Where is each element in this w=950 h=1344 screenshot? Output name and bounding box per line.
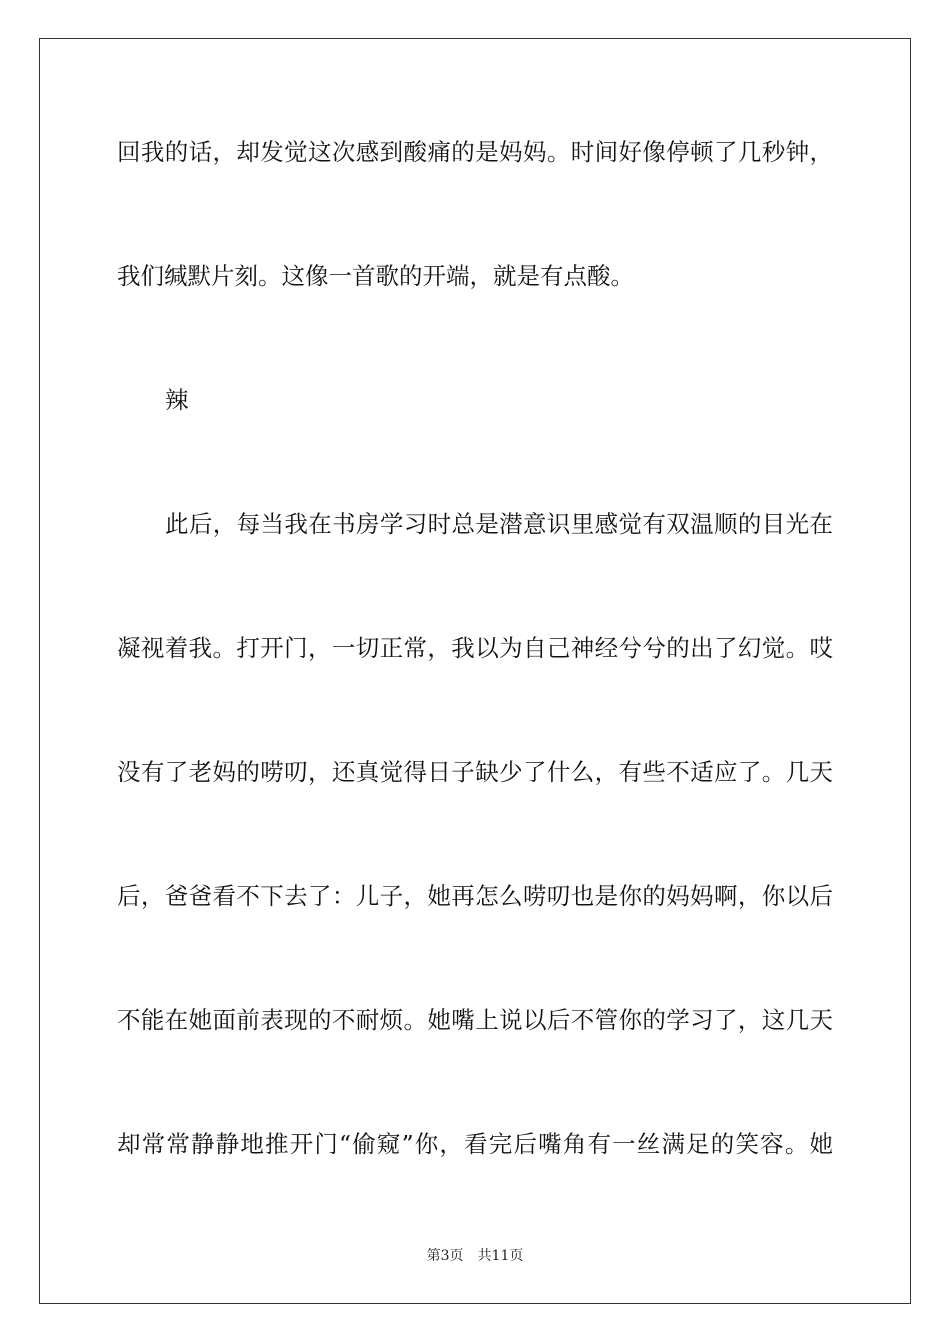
- section-heading: 辣: [165, 386, 189, 414]
- text-line-2: 我们缄默片刻。这像一首歌的开端，就是有点酸。: [117, 262, 634, 290]
- text-line-7: 后，爸爸看不下去了：儿子，她再怎么唠叨也是你的妈妈啊，你以后: [117, 882, 833, 910]
- text-line-1: 回我的话，却发觉这次感到酸痛的是妈妈。时间好像停顿了几秒钟，: [117, 138, 833, 166]
- text-line-9: 却常常静静地推开门“偷窥”你，看完后嘴角有一丝满足的笑容。她: [117, 1130, 833, 1158]
- page-footer: [0, 1247, 950, 1265]
- total-pages: 共11页: [477, 1248, 524, 1264]
- text-line-8: 不能在她面前表现的不耐烦。她嘴上说以后不管你的学习了，这几天: [117, 1006, 833, 1034]
- text-line-5: 凝视着我。打开门，一切正常，我以为自己神经兮兮的出了幻觉。哎: [117, 634, 833, 662]
- page-border: [39, 38, 911, 1304]
- text-line-6: 没有了老妈的唠叨，还真觉得日子缺少了什么，有些不适应了。几天: [117, 758, 833, 786]
- text-line-4: 此后，每当我在书房学习时总是潜意识里感觉有双温顺的目光在: [165, 510, 833, 538]
- page-number: 第3页: [426, 1248, 464, 1264]
